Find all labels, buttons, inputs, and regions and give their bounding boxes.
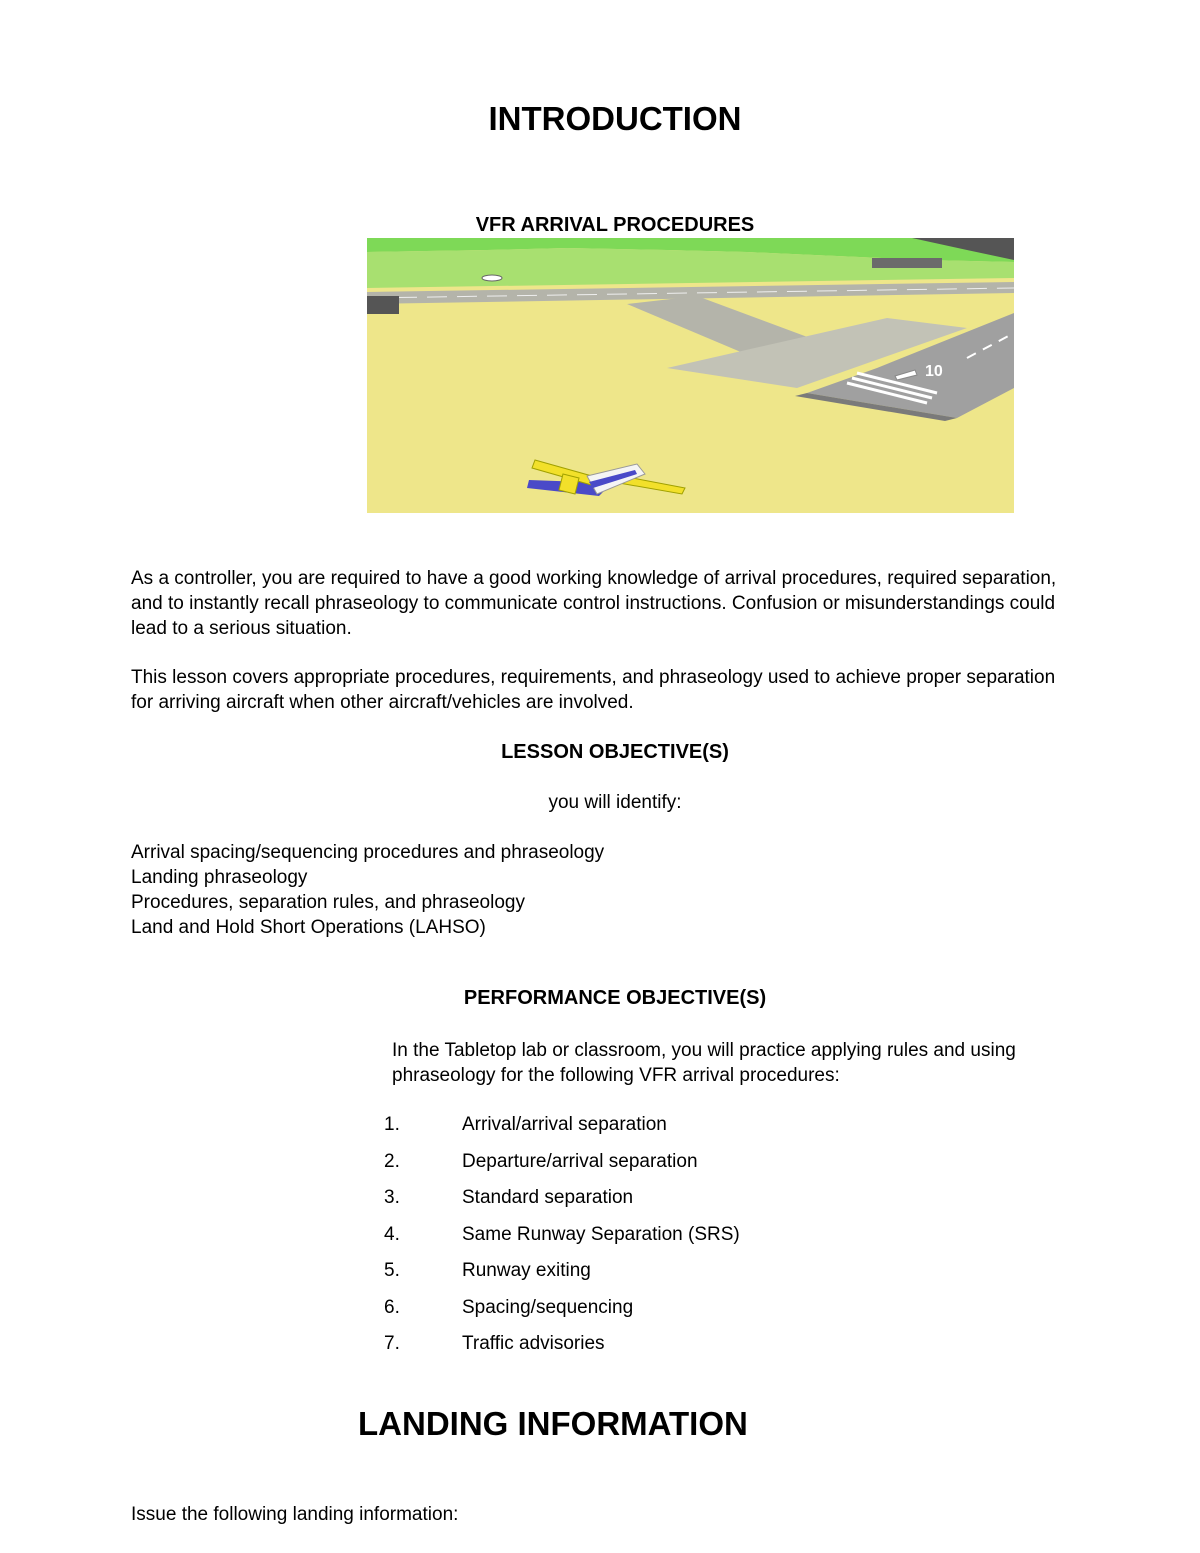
aircraft-tail [559, 474, 579, 494]
lesson-objectives-list [131, 840, 604, 940]
runway-number: 10 [925, 363, 943, 380]
list-item: Procedures, separation rules, and phraseology [131, 892, 525, 913]
lesson-objectives-heading: LESSON OBJECTIVE(S) [501, 741, 729, 763]
list-item-text: Arrival/arrival separation [462, 1114, 667, 1135]
list-item-number: 3. [384, 1187, 400, 1208]
list-item-number: 2. [384, 1150, 400, 1172]
list-item: Landing phraseology [131, 867, 308, 888]
list-item-number: 7. [384, 1333, 400, 1354]
list-item-text: Standard separation [462, 1187, 634, 1208]
landing-information-heading: LANDING INFORMATION [358, 1405, 748, 1442]
list-item-number: 1. [384, 1114, 400, 1135]
list-item-text: Same Runway Separation (SRS) [462, 1223, 740, 1245]
intro-paragraph-2: This lesson covers appropriate procedures, requirements, and phraseology used to achieve proper separation for arriving aircraft when other aircraft/vehicles are involved. [131, 667, 1056, 713]
landing-information-intro: Issue the following landing information: [131, 1504, 459, 1525]
list-item-number: 4. [384, 1223, 400, 1245]
performance-objectives-heading: PERFORMANCE OBJECTIVE(S) [463, 987, 767, 1009]
list-item-text: Departure/arrival separation [462, 1150, 698, 1172]
list-item-number: 6. [384, 1296, 400, 1318]
performance-objectives-intro: In the Tabletop lab or classroom, you will practice applying rules and using phraseology for the following VFR arrival procedures: [392, 1040, 1016, 1086]
hangar-building [367, 296, 399, 314]
list-item-text: Runway exiting [462, 1260, 591, 1281]
list-item-number: 5. [384, 1260, 400, 1281]
intro-paragraph-1: As a controller, you are required to have a good working knowledge of arrival procedures, required separation, and to instantly recall phraseology to communicate control instructions. Confusion or misunderstandings could lead to a serious situation. [131, 568, 1057, 639]
list-item-text: Traffic advisories [462, 1333, 605, 1354]
page-title: INTRODUCTION [488, 100, 742, 137]
list-item: Arrival spacing/sequencing procedures and phraseology [131, 842, 605, 863]
distant-aircraft [482, 275, 502, 281]
figure-caption: VFR ARRIVAL PROCEDURES [475, 214, 755, 236]
list-item: Land and Hold Short Operations (LAHSO) [131, 917, 486, 938]
airport-scene-illustration [367, 238, 1014, 513]
list-item-text: Spacing/sequencing [462, 1296, 634, 1318]
terminal-building [872, 258, 942, 268]
lesson-objectives-intro: you will identify: [548, 792, 682, 813]
